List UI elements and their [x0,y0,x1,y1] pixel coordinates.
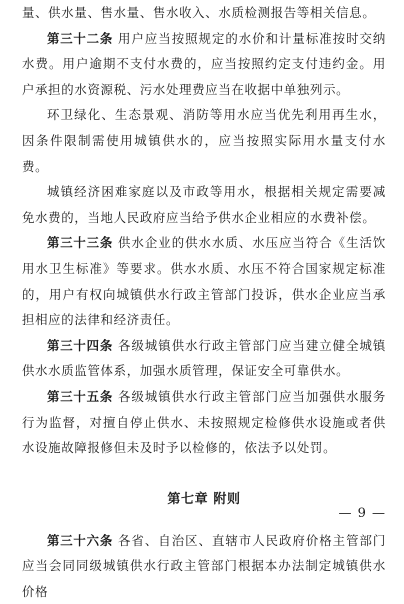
article-36 [22,528,386,604]
paragraph-recycled-water [22,102,386,179]
document-body [22,0,386,461]
paragraph-text: 各级城镇供水行政主管部门应当建立健全城镇供水水质监管体系，加强水质管理，保证安全可靠供水。 [22,337,387,379]
article-number: 第三十四条 [47,337,114,353]
paragraph-continuation [22,0,386,26]
article-32 [22,26,386,103]
paragraph-text: 环卫绿化、生态景观、消防等用水应当优先利用再生水，因条件限制需使用城镇供水的，应当按照实际用水量支付水费。 [22,107,386,174]
article-33 [22,230,386,332]
page-number: — 9 — [338,506,386,521]
paragraph-text: 用户应当按照规定的水价和计量标准按时交纳水费。用户逾期不支付水费的，应当按照约定支付违约金。用户承担的水资源税、污水处理费应当在收据中单独列示。 [22,30,387,97]
paragraph-text: 各省、自治区、直辖市人民政府价格主管部门应当会同同级城镇供水行政主管部门根据本办法制定城镇供水价格 [22,532,387,599]
article-number: 第三十五条 [47,388,114,404]
paragraph-text: 量、供水量、售水量、售水收入、水质检测报告等相关信息。 [22,5,376,20]
paragraph-text: 供水企业的供水水质、水压应当符合《生活饮用水卫生标准》等要求。供水水质、水压不符合国家规定标准的，用户有权向城镇供水行政主管部门投诉，供水企业应当承担相应的法律和经济责任。 [22,235,387,328]
document-body-after-chapter [22,528,386,604]
article-34 [22,333,386,384]
paragraph-fee-subsidy [22,179,386,230]
paragraph-text: 各级城镇供水行政主管部门应当加强供水服务行为监督，对擅自停止供水、未按照规定检修供水设施或者供水设施故障报修但未及时予以检修的，依法予以处罚。 [22,388,387,456]
article-number: 第三十二条 [47,30,114,46]
article-number: 第三十三条 [47,235,114,251]
article-35 [22,384,386,461]
paragraph-text: 城镇经济困难家庭以及市政等用水，根据相关规定需要减免水费的，当地人民政府应当给予供水企业相应的水费补偿。 [22,184,386,225]
article-number: 第三十六条 [47,532,114,548]
chapter-heading: 第七章 附则 [167,491,241,507]
